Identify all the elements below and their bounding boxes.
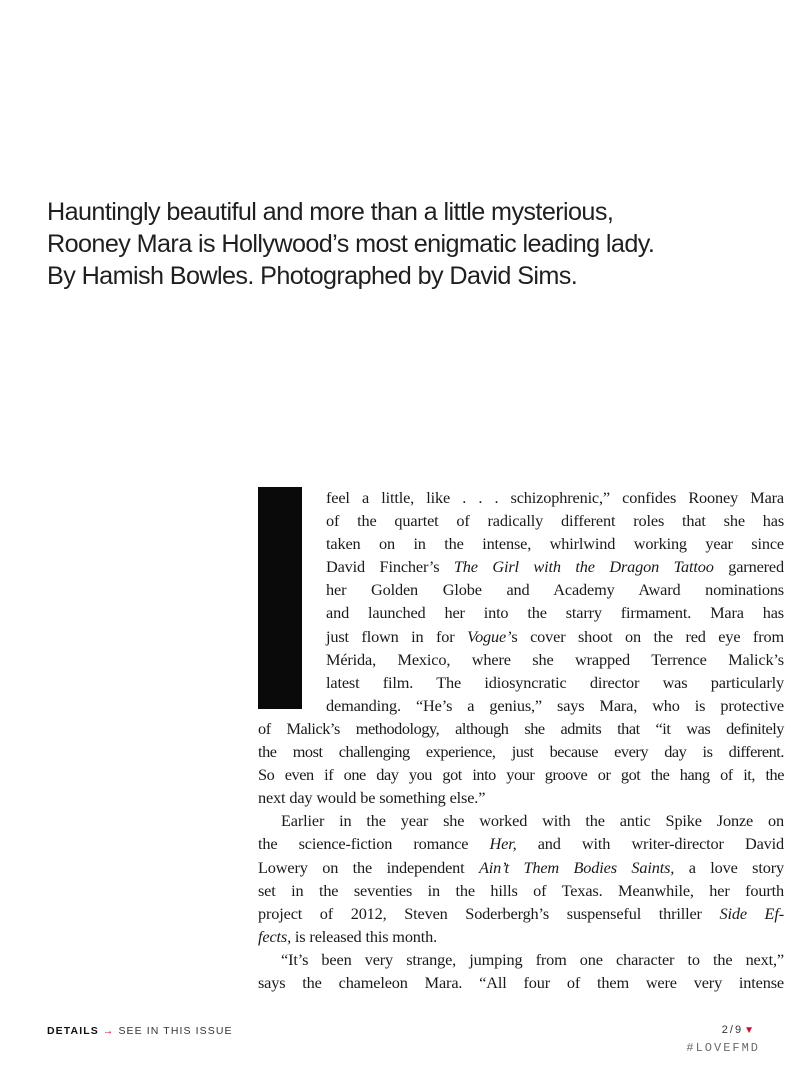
body-line: set in the seventies in the hills of Texas. Meanwhile, her fourth — [258, 880, 784, 900]
article-body-column-a — [326, 486, 784, 717]
body-line: just flown in for Vogue’s cover shoot on the red eye from — [326, 626, 784, 646]
body-line: taken on in the intense, whirlwind working year since — [326, 534, 784, 554]
body-line: feel a little, like . . . schizophrenic,” confides Rooney Mara — [326, 488, 784, 507]
page-indicator — [722, 1024, 756, 1036]
body-line: Mérida, Mexico, where she wrapped Terrence Malick’s — [326, 649, 784, 669]
arrow-right-icon: → — [102, 1025, 115, 1037]
body-line: David Fincher’s The Girl with the Dragon Tattoo garnered — [326, 557, 784, 577]
body-line: and launched her into the starry firmament. Mara has — [326, 603, 784, 623]
body-line: the most challenging experience, just because every day is different. — [258, 742, 784, 762]
dek-line-3: By Hamish Bowles. Photographed by David Sims. — [47, 262, 578, 290]
body-line: demanding. “He’s a genius,” says Mara, who is protective — [326, 695, 784, 715]
body-line: Lowery on the independent Ain’t Them Bodies Saints, a love story — [258, 857, 784, 877]
drop-cap-block — [258, 487, 302, 709]
body-line: “It’s been very strange, jumping from one character to the next,” — [281, 949, 784, 969]
body-line: of the quartet of radically different roles that she has — [326, 511, 784, 531]
details-link[interactable] — [47, 1025, 233, 1037]
body-line: So even if one day you got into your groove or got the hang of it, the — [258, 765, 784, 785]
body-line: fects, is released this month. — [258, 926, 438, 946]
body-line: project of 2012, Steven Soderbergh’s suspenseful thriller Side Ef- — [258, 903, 784, 923]
details-label: DETAILS — [47, 1025, 99, 1037]
body-line: says the chameleon Mara. “All four of them were very intense — [258, 973, 784, 993]
watermark: #LOVEFMD — [686, 1041, 760, 1055]
body-line: her Golden Globe and Academy Award nominations — [326, 580, 784, 600]
article-body-column-b — [258, 717, 784, 994]
see-in-issue-label: SEE IN THIS ISSUE — [118, 1025, 233, 1037]
body-line: next day would be something else.” — [258, 788, 486, 808]
body-line: Earlier in the year she worked with the antic Spike Jonze on — [281, 811, 784, 831]
body-line: of Malick’s methodology, although she admits that “it was definitely — [258, 719, 784, 738]
dek-line-2: Rooney Mara is Hollywood’s most enigmatic leading lady. — [47, 230, 655, 258]
body-line: latest film. The idiosyncratic director was particularly — [326, 672, 784, 692]
dek-line-1: Hauntingly beautiful and more than a little mysterious, — [47, 198, 614, 226]
article-dek — [47, 196, 787, 292]
page-number: 2/9 — [721, 1024, 744, 1036]
triangle-down-icon: ▼ — [744, 1025, 756, 1036]
body-line: the science-fiction romance Her, and with writer-director David — [258, 834, 784, 854]
